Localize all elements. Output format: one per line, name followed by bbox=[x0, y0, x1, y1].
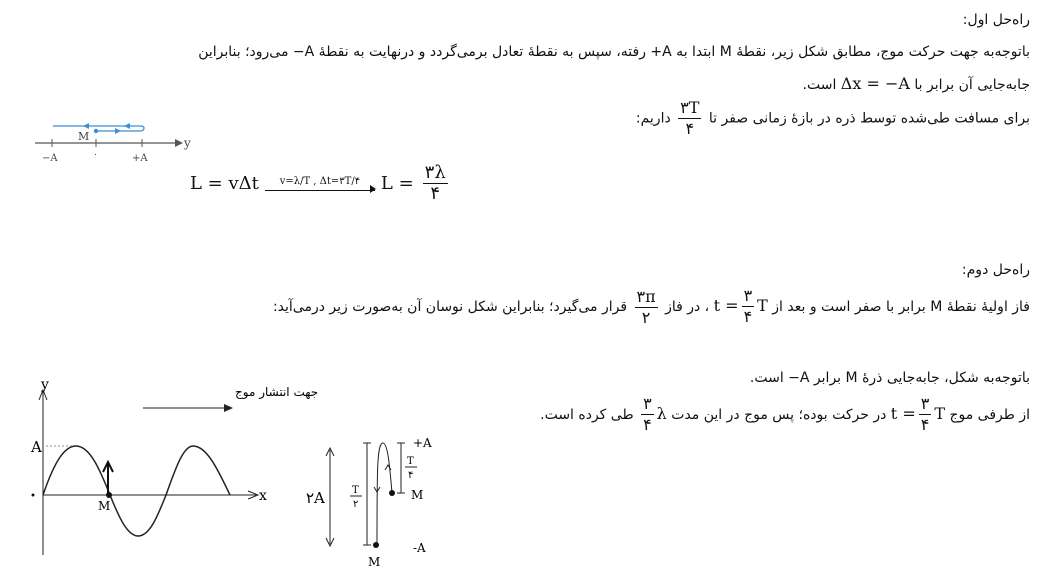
solution2-paragraph1 bbox=[273, 286, 1030, 328]
substitution-condition: v=λ/T , Δt=۳T/۴ bbox=[279, 176, 361, 187]
denominator: ۴ bbox=[430, 183, 441, 204]
text: داریم: bbox=[635, 110, 671, 127]
t-quarter-num: T bbox=[407, 456, 414, 467]
text: ، در فاز bbox=[665, 299, 710, 315]
text: است. bbox=[802, 77, 837, 93]
point-m-label: M bbox=[78, 130, 90, 143]
formula-lhs: L = vΔt bbox=[190, 173, 259, 194]
fraction-3T-4 bbox=[678, 98, 701, 139]
distance-formula bbox=[190, 163, 451, 204]
t-quarter-den: ۴ bbox=[408, 470, 414, 481]
displacement-expr: Δx = −A bbox=[840, 74, 910, 93]
plus-a-label: +A bbox=[132, 153, 148, 164]
fraction-3pi-2: $\frac{۳\pi}{۲}$ bbox=[636, 286, 656, 327]
solution1-paragraph1: باتوجه‌به جهت حرکت موج، مطابق شکل زیر، نقطهٔ M ابتدا به A+ رفته، سپس به نقطهٔ تعادل برمی‌گردد و درنهایت به نقطهٔ A− می‌رود؛ بنابراین bbox=[198, 44, 1030, 60]
plus-a-label: +A bbox=[413, 436, 432, 450]
minus-a-label: −A bbox=[42, 153, 58, 164]
formula-rhs: L = bbox=[380, 173, 414, 194]
text: طی کرده است. bbox=[540, 407, 634, 423]
text: از طرفی موج bbox=[949, 407, 1030, 423]
propagation-direction-label: جهت انتشار موج bbox=[235, 385, 319, 399]
time-expr: t = $\frac{۳}{۴}$ T bbox=[890, 394, 945, 434]
numerator: ۳T bbox=[680, 98, 700, 117]
minus-a-label: -A bbox=[413, 541, 426, 555]
text: در حرکت بوده؛ پس موج در این مدت bbox=[671, 407, 887, 423]
point-m-end-label: M bbox=[368, 555, 381, 569]
two-a-label: ۲A bbox=[306, 489, 325, 507]
solution2-paragraph2: باتوجه‌به شکل، جابه‌جایی ذرهٔ M برابر A− است. bbox=[749, 370, 1030, 386]
solution2-heading: راه‌حل دوم: bbox=[961, 262, 1030, 278]
substitution-arrow bbox=[265, 176, 375, 191]
text: برای مسافت طی‌شده توسط ذره در بازهٔ زمانی صفر تا bbox=[708, 110, 1030, 127]
axis-x-label: x bbox=[259, 488, 267, 504]
solution1-paragraph3 bbox=[636, 98, 1030, 139]
text: قرار می‌گیرد؛ بنابراین شکل نوسان آن به‌صورت زیر درمی‌آید: bbox=[272, 299, 628, 315]
axis-y-label: y bbox=[41, 377, 49, 393]
point-m-start-label: M bbox=[411, 488, 424, 502]
point-m-label: M bbox=[98, 499, 111, 513]
time-expr: t = $\frac{۳}{۴}$ T bbox=[713, 286, 768, 326]
denominator: ۴ bbox=[685, 119, 695, 138]
fraction-3lambda-4 bbox=[423, 163, 448, 204]
text: جابه‌جایی آن برابر با bbox=[914, 77, 1030, 93]
t-half-den: ۲ bbox=[353, 499, 359, 510]
text: فاز اولیهٔ نقطهٔ M برابر با صفر است و بعد از bbox=[772, 299, 1030, 315]
axis-y-label: y bbox=[184, 136, 191, 150]
amplitude-label: A bbox=[31, 438, 42, 456]
distance-expr: $\frac{۳}{۴}$ λ bbox=[643, 394, 667, 434]
solution1-heading: راه‌حل اول: bbox=[962, 12, 1030, 28]
zero-label: ۰ bbox=[93, 150, 98, 160]
solution2-paragraph3 bbox=[540, 394, 1030, 435]
solution1-paragraph2 bbox=[803, 74, 1030, 93]
numerator: ۳λ bbox=[424, 162, 446, 183]
t-half-num: T bbox=[352, 485, 359, 496]
